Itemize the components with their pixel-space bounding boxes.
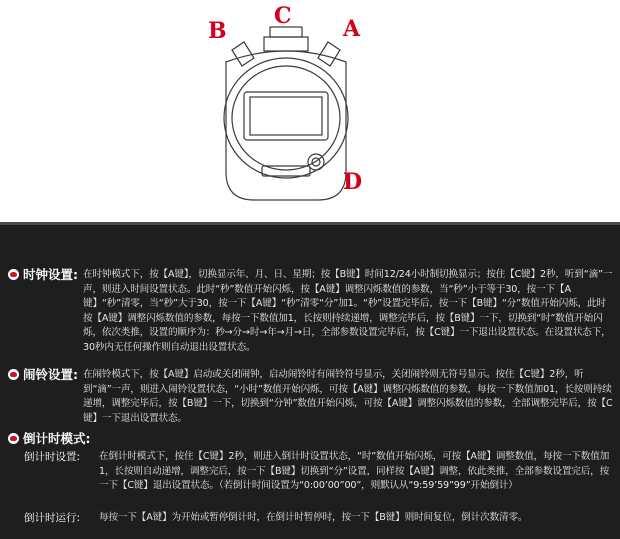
countdown-setting-label: 倒计时设置: <box>24 451 81 463</box>
bezel-outer <box>224 58 348 178</box>
countdown-setting-text: 在倒计时模式下，按住【C键】2秒，则进入倒计时设置状态，“时”数值开始闪烁，可按【A键】调整数值，每按一下数值加1，长按则自动递增，调整完后，按一下【B键】切换到“分”设置，同样按【A键】调整，依此类推，全部参数设置完后，按一下【C键】退出设置状态。（若倒计时间设置为“0:00’00”00”，则默认从“9:59’59”99”开始倒计） <box>99 451 610 491</box>
alarm-setting-title: 闹铃设置: <box>8 368 78 382</box>
panel-divider <box>0 222 620 225</box>
label-a: A <box>343 16 361 42</box>
stopwatch-diagram <box>0 0 620 222</box>
bezel-inner <box>232 66 340 170</box>
lcd-display <box>244 92 328 140</box>
countdown-mode-title: 倒计时模式: <box>8 432 91 446</box>
bullet-icon <box>8 433 19 444</box>
countdown-running-label: 倒计时运行: <box>24 512 81 524</box>
crown-base <box>264 37 308 51</box>
label-b: B <box>208 18 227 44</box>
stopwatch-outline <box>0 0 620 222</box>
clock-setting-text: 在时钟模式下，按【A键】，切换显示年、月、日、星期；按【B键】时间12/24小时制切换显示；按住【C键】2秒，听到“滴”一声，则进入时间设置状态。此时“秒”数值开始闪烁，按【A键】调整闪烁数值的参数，当“秒”小于等于30，按一下【A键】“秒”清零，当“秒”大于30，按一下【A键】“秒”清零“分”加1。“秒”设置完毕后，按一下【B键】“分”数值开始闪烁，此时按【A键】调整闪烁数值的参数，每按一下数值加1，长按则持续递增，调整完毕后，按【B键】一下，切换到“时”数值开始闪烁，依次类推，设置的顺序为：秒→分→时→年→月→日，全部参数设置完毕后，按【C键】一下退出设置状态。在设置状态下，30秒内无任何操作则自动退出设置状态。 <box>83 269 613 353</box>
alarm-setting-text: 在闹铃模式下，按【A键】启动或关闭闹钟，启动闹铃时有闹铃符号显示，关闭闹铃则无符号显示。按住【C键】2秒，听到“滴”一声，则进入闹铃设置状态，“小时”数值开始闪烁，可按【A键】调整闪烁数值的参数，每按一下数值加01，长按则持续递增，调整完毕后，按【B键】一下，切换到“分钟”数值开始闪烁，可按【A键】调整闪烁数值的参数，全部调整完毕后，按【C键】一下退出设置状态。 <box>83 369 613 424</box>
clock-setting-title: 时钟设置: <box>8 268 78 282</box>
instruction-panel <box>0 222 620 539</box>
countdown-running-text: 每按一下【A键】为开始或暂停倒计时，在倒计时暂停时，按一下【B键】则时间复位，倒计次数清零。 <box>99 512 528 523</box>
button-a-shape <box>318 42 340 66</box>
label-d: D <box>343 169 363 195</box>
label-c: C <box>274 3 292 29</box>
bullet-icon <box>8 369 19 380</box>
lcd-inner <box>250 97 322 135</box>
bullet-icon <box>8 269 19 280</box>
button-b-shape <box>232 42 254 66</box>
